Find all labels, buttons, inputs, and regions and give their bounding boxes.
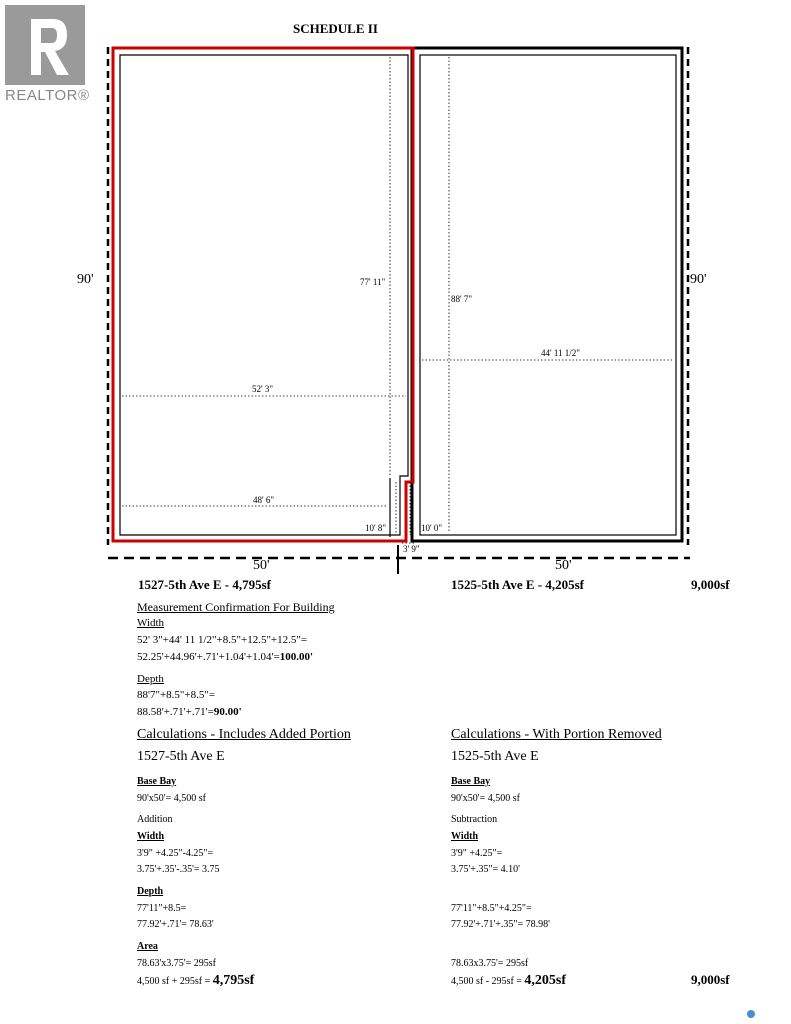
calc-left-area-line-1: 78.63'x3.75'= 295sf [137, 958, 216, 969]
calc-right-base-label: Base Bay [451, 776, 491, 787]
calc-left-depth-label: Depth [137, 886, 164, 897]
left-building-outline [120, 55, 408, 535]
dim-label: 10' 8" [365, 523, 387, 533]
left-width-label: 50' [253, 558, 270, 573]
calc-right-total: 4,500 sf - 295sf = 4,205sf [451, 973, 567, 988]
left-lot-summary: 1527-5th Ave E - 4,795sf [138, 577, 272, 592]
depth-label: Depth [137, 673, 164, 685]
dim-label: 77' 11" [360, 277, 386, 287]
total-area: 9,000sf [691, 577, 730, 592]
dim-label: 88' 7" [451, 294, 473, 304]
calc-right-depth-line-2: 77.92'+.71'+.35"= 78.98' [451, 919, 550, 930]
calc-left-width-line-2: 3.75'+.35'-.35'= 3.75 [137, 864, 220, 875]
measurement-heading: Measurement Confirmation For Building [137, 600, 335, 614]
calc-right-depth-line-1: 77'11"+8.5"+4.25"= [451, 903, 532, 914]
calc-left-heading: Calculations - Includes Added Portion [137, 727, 351, 742]
calc-right-area-line-1: 78.63x3.75'= 295sf [451, 958, 529, 969]
grand-total: 9,000sf [691, 972, 730, 987]
calc-right-width-line-1: 3'9" +4.25"= [451, 848, 503, 859]
width-line-1: 52' 3"+44' 11 1/2"+8.5"+12.5"+12.5"= [137, 634, 308, 646]
calc-left-base-label: Base Bay [137, 776, 177, 787]
depth-line-2: 88.58'+.71'+.71'=90.00' [137, 706, 242, 718]
left-lot-outline [113, 48, 413, 541]
width-line-2: 52.25'+44.96'+.71'+1.04'+1.04'=100.00' [137, 651, 313, 663]
calc-right-width-line-2: 3.75'+.35"= 4.10' [451, 864, 520, 875]
calc-right-base-value: 90'x50'= 4,500 sf [451, 793, 520, 804]
right-lot-summary: 1525-5th Ave E - 4,205sf [451, 577, 585, 592]
calc-left-width-label: Width [137, 831, 165, 842]
calc-right-address: 1525-5th Ave E [451, 749, 539, 764]
right-depth-label: 90' [690, 272, 707, 287]
dim-label: 48' 6" [253, 495, 275, 505]
calc-left-address: 1527-5th Ave E [137, 749, 225, 764]
calc-left-section-label: Addition [137, 814, 173, 825]
calc-right-section-label: Subtraction [451, 814, 498, 825]
right-width-label: 50' [555, 558, 572, 573]
page-title: SCHEDULE II [293, 21, 378, 36]
calc-left-depth-line-1: 77'11"+8.5= [137, 903, 187, 914]
left-depth-label: 90' [77, 272, 94, 287]
calc-left-area-label: Area [137, 941, 158, 952]
dim-label: 10' 0" [421, 523, 443, 533]
map-pin-icon[interactable] [747, 1010, 755, 1018]
calc-left-depth-line-2: 77.92'+.71'= 78.63' [137, 919, 214, 930]
depth-line-1: 88'7"+8.5"+8.5"= [137, 689, 216, 701]
dim-label: 52' 3" [252, 384, 274, 394]
calc-left-width-line-1: 3'9" +4.25"-4.25"= [137, 848, 214, 859]
width-label: Width [137, 617, 165, 629]
calc-right-width-label: Width [451, 831, 479, 842]
dim-label: 44' 11 1/2" [541, 348, 580, 358]
calc-left-base-value: 90'x50'= 4,500 sf [137, 793, 206, 804]
realtor-logo-text: REALTOR® [5, 87, 90, 104]
calc-right-heading: Calculations - With Portion Removed [451, 727, 662, 742]
calc-left-total: 4,500 sf + 295sf = 4,795sf [137, 973, 255, 988]
dim-label: 3' 9" [403, 544, 420, 554]
